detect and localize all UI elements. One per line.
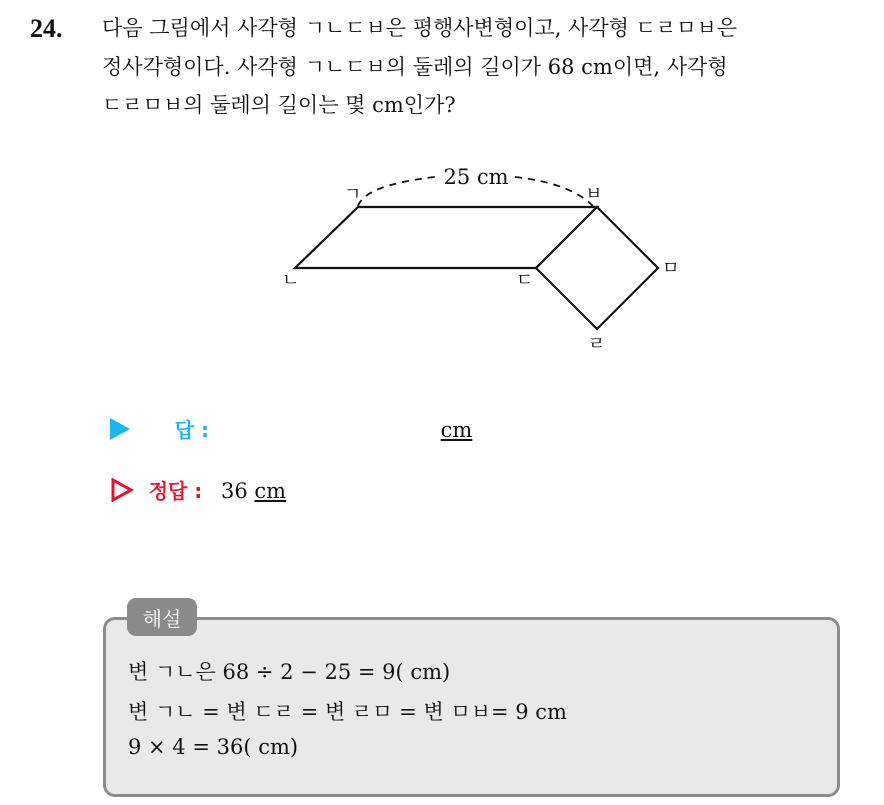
parallelogram [295,207,597,268]
arc-left [358,177,435,206]
answer-unit: cm [440,418,473,442]
arc-right [515,177,593,206]
point-label-g: ㄱ [344,184,362,205]
question-text-line-2: 정사각형이다. 사각형 ㄱㄴㄷㅂ의 둘레의 길이가 68 cm이면, 사각형 [102,55,728,79]
explanation-line-1: 변 ㄱㄴ은 68 ÷ 2 − 25 = 9( cm) [128,660,451,684]
length-label: 25 cm [443,165,509,189]
correct-answer-label: 정답 : [148,479,203,503]
play-outline-icon [110,478,134,502]
point-label-m: ㅁ [662,258,680,279]
explanation-line-2: 변 ㄱㄴ = 변 ㄷㄹ = 변 ㄹㅁ = 변 ㅁㅂ= 9 cm [128,700,567,724]
correct-answer-row [110,475,286,504]
point-label-d: ㄷ [516,270,534,291]
point-label-b: ㅂ [585,184,603,205]
correct-answer-value: 36 [220,479,248,503]
square [536,207,658,329]
answer-row [110,414,472,443]
geometry-figure [270,150,690,360]
point-label-r: ㄹ [588,334,606,355]
question-text-line-1: 다음 그림에서 사각형 ㄱㄴㄷㅂ은 평행사변형이고, 사각형 ㄷㄹㅁㅂ은 [102,16,738,40]
play-icon [110,418,130,440]
question-text-line-3: ㄷㄹㅁㅂ의 둘레의 길이는 몇 cm인가? [102,93,456,117]
point-label-n: ㄴ [282,270,300,291]
correct-answer-unit: cm [254,479,287,503]
explanation-tag: 해설 [127,598,197,636]
question-number: 24. [30,14,63,43]
answer-label: 답 : [174,418,209,442]
explanation-line-3: 9 × 4 = 36( cm) [128,735,299,759]
